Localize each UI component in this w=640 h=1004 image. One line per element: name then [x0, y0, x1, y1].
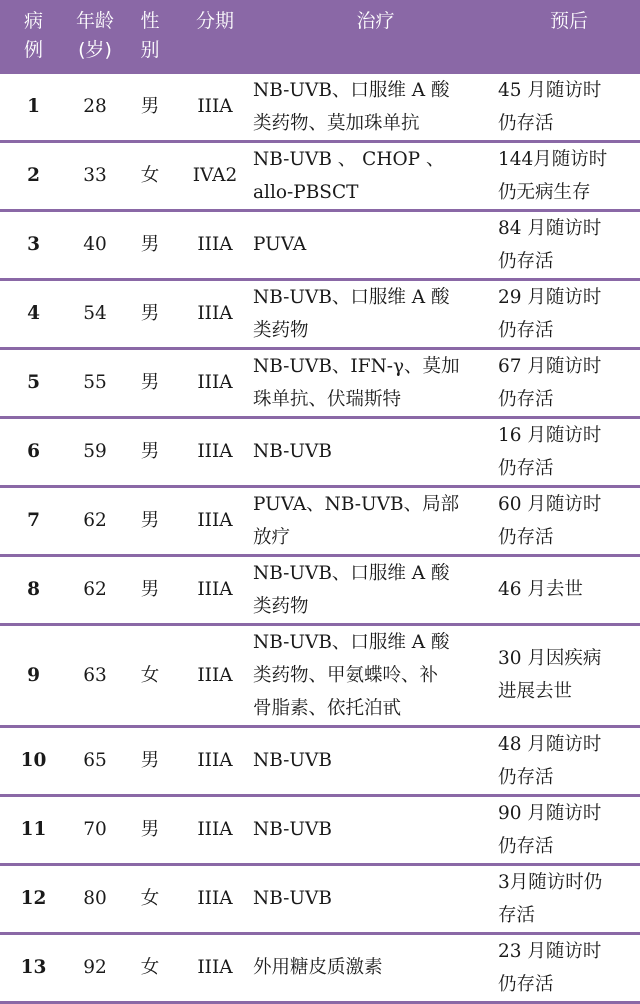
header-prognosis-label: 预后 — [549, 10, 588, 32]
sex-cell: 女 — [140, 165, 160, 186]
table-row — [0, 72, 640, 141]
sex-cell: 男 — [140, 303, 160, 324]
sex-cell: 男 — [140, 234, 160, 255]
age-cell: 28 — [83, 96, 107, 117]
age-cell: 63 — [83, 664, 107, 686]
case-number-cell: 3 — [27, 234, 40, 255]
prognosis-cell-line: 仍存活 — [498, 250, 554, 272]
age-cell: 33 — [83, 165, 107, 186]
stage-cell: IIIA — [197, 750, 233, 771]
treatment-cell-line: NB-UVB — [253, 750, 332, 771]
table-header — [0, 0, 640, 72]
header-sex — [123, 0, 177, 72]
table-row — [0, 279, 640, 348]
table-row — [0, 795, 640, 864]
treatment-cell-line: NB-UVB 、 CHOP 、 — [253, 148, 445, 170]
treatment-cell — [253, 141, 498, 210]
sex-cell: 女 — [140, 957, 160, 978]
case-number-cell: 8 — [27, 579, 40, 600]
case-number-cell: 5 — [27, 372, 40, 393]
table-row — [0, 864, 640, 933]
prognosis-cell-line: 存活 — [498, 904, 536, 926]
sex-cell: 男 — [140, 441, 160, 462]
treatment-cell-line: NB-UVB、IFN-γ、莫加 — [253, 355, 460, 377]
table-row — [0, 555, 640, 624]
prognosis-cell-line: 23 月随访时 — [498, 940, 602, 962]
prognosis-cell-line: 仍存活 — [498, 457, 554, 479]
treatment-cell — [253, 726, 498, 795]
treatment-cell — [253, 348, 498, 417]
prognosis-cell — [498, 555, 640, 624]
prognosis-cell-line: 仍无病生存 — [498, 181, 591, 203]
age-cell: 62 — [83, 510, 107, 531]
prognosis-cell-line: 144月随访时 — [498, 148, 608, 170]
prognosis-cell-line: 3月随访时仍 — [498, 871, 603, 893]
prognosis-cell-line: 67 月随访时 — [498, 355, 602, 377]
table-body — [0, 72, 640, 1002]
prognosis-cell — [498, 933, 640, 1002]
prognosis-cell-line: 48 月随访时 — [498, 733, 602, 755]
treatment-cell — [253, 279, 498, 348]
prognosis-cell-line: 进展去世 — [498, 681, 573, 702]
case-number-cell: 7 — [27, 510, 40, 531]
header-treatment — [253, 0, 498, 72]
case-number-cell: 11 — [20, 819, 47, 840]
case-number-cell: 13 — [20, 957, 47, 978]
sex-cell: 男 — [140, 510, 160, 531]
header-sex-line: 别 — [140, 39, 160, 61]
prognosis-cell-line: 29 月随访时 — [498, 286, 602, 308]
prognosis-cell — [498, 72, 640, 141]
treatment-cell-line: 放疗 — [253, 526, 291, 548]
treatment-cell — [253, 210, 498, 279]
header-age-line: (岁) — [78, 39, 112, 61]
stage-cell: IIIA — [197, 510, 233, 531]
stage-cell: IIIA — [197, 372, 233, 393]
age-cell: 40 — [83, 234, 107, 255]
prognosis-cell — [498, 486, 640, 555]
stage-cell: IIIA — [197, 579, 233, 600]
treatment-cell-line: 珠单抗、伏瑞斯特 — [253, 388, 402, 410]
treatment-cell-line: NB-UVB、口服维 A 酸 — [253, 79, 450, 101]
prognosis-cell — [498, 141, 640, 210]
age-cell: 54 — [83, 303, 107, 324]
case-number-cell: 6 — [27, 441, 40, 462]
prognosis-cell-line: 仍存活 — [498, 112, 554, 134]
treatment-cell-line: NB-UVB、口服维 A 酸 — [253, 286, 450, 308]
prognosis-cell-line: 仍存活 — [498, 319, 554, 341]
header-treatment-label: 治疗 — [356, 10, 395, 32]
prognosis-cell-line: 45 月随访时 — [498, 79, 602, 101]
treatment-cell-line: NB-UVB — [253, 441, 332, 462]
stage-cell: IIIA — [197, 819, 233, 840]
header-case-line: 病 — [23, 10, 43, 32]
treatment-cell — [253, 624, 498, 726]
prognosis-cell-line: 90 月随访时 — [498, 802, 602, 824]
treatment-cell-line: 骨脂素、依托泊甙 — [253, 697, 402, 719]
treatment-cell-line: PUVA — [253, 234, 307, 255]
stage-cell: IIIA — [197, 234, 233, 255]
stage-cell: IIIA — [197, 441, 233, 462]
treatment-cell-line: 外用糖皮质激素 — [253, 957, 383, 978]
prognosis-cell-line: 仍存活 — [498, 766, 554, 788]
stage-cell: IVA2 — [192, 165, 238, 186]
treatment-cell — [253, 417, 498, 486]
age-cell: 80 — [83, 888, 107, 909]
treatment-cell — [253, 795, 498, 864]
treatment-cell-line: 类药物、甲氨蝶呤、补 — [253, 664, 439, 686]
prognosis-cell — [498, 795, 640, 864]
header-sex-line: 性 — [140, 10, 160, 32]
case-number-cell: 12 — [20, 888, 47, 909]
age-cell: 59 — [83, 441, 107, 462]
treatment-cell-line: 类药物 — [253, 319, 309, 341]
treatment-cell — [253, 933, 498, 1002]
prognosis-cell — [498, 726, 640, 795]
header-stage — [177, 0, 253, 72]
stage-cell: IIIA — [197, 888, 233, 909]
age-cell: 55 — [83, 372, 107, 393]
table-row — [0, 933, 640, 1002]
prognosis-cell-line: 仍存活 — [498, 388, 554, 410]
table-row — [0, 624, 640, 726]
prognosis-cell-line: 60 月随访时 — [498, 493, 602, 515]
treatment-cell-line: NB-UVB、口服维 A 酸 — [253, 631, 450, 653]
treatment-cell-line: NB-UVB、口服维 A 酸 — [253, 562, 450, 584]
treatment-cell-line: 类药物 — [253, 595, 309, 617]
treatment-cell-line: PUVA、NB-UVB、局部 — [253, 493, 460, 515]
stage-cell: IIIA — [197, 303, 233, 324]
case-number-cell: 1 — [27, 96, 40, 117]
prognosis-cell-line: 仍存活 — [498, 973, 554, 995]
header-case — [0, 0, 67, 72]
treatment-cell-line: 类药物、莫加珠单抗 — [253, 112, 420, 134]
table-row — [0, 726, 640, 795]
prognosis-cell-line: 16 月随访时 — [498, 424, 602, 446]
sex-cell: 男 — [140, 579, 160, 600]
case-number-cell: 10 — [20, 750, 47, 771]
table-row — [0, 141, 640, 210]
sex-cell: 女 — [140, 664, 160, 686]
table-row — [0, 348, 640, 417]
prognosis-cell — [498, 279, 640, 348]
header-age-line: 年龄 — [75, 10, 114, 32]
treatment-cell-line: NB-UVB — [253, 888, 332, 909]
table-row — [0, 417, 640, 486]
prognosis-cell-line: 30 月因疾病 — [498, 648, 602, 669]
prognosis-cell — [498, 624, 640, 726]
treatment-cell — [253, 864, 498, 933]
stage-cell: IIIA — [197, 957, 233, 978]
prognosis-cell-line: 84 月随访时 — [498, 217, 602, 239]
prognosis-cell-line: 仍存活 — [498, 526, 554, 548]
case-number-cell: 4 — [27, 303, 40, 324]
sex-cell: 男 — [140, 819, 160, 840]
age-cell: 92 — [83, 957, 107, 978]
treatment-cell — [253, 555, 498, 624]
prognosis-cell — [498, 210, 640, 279]
stage-cell: IIIA — [197, 96, 233, 117]
header-row — [0, 0, 640, 72]
age-cell: 65 — [83, 750, 107, 771]
sex-cell: 男 — [140, 372, 160, 393]
case-number-cell: 9 — [27, 664, 40, 686]
sex-cell: 男 — [140, 750, 160, 771]
stage-cell: IIIA — [197, 664, 233, 686]
header-stage-label: 分期 — [195, 10, 234, 32]
treatment-cell-line: NB-UVB — [253, 819, 332, 840]
age-cell: 62 — [83, 579, 107, 600]
sex-cell: 女 — [140, 888, 160, 909]
header-case-line: 例 — [23, 39, 43, 61]
prognosis-cell — [498, 348, 640, 417]
header-age — [67, 0, 123, 72]
treatment-cell — [253, 486, 498, 555]
treatment-cell-line: allo-PBSCT — [253, 181, 359, 203]
age-cell: 70 — [83, 819, 107, 840]
prognosis-cell — [498, 417, 640, 486]
prognosis-cell — [498, 864, 640, 933]
case-number-cell: 2 — [27, 165, 40, 186]
table-row — [0, 210, 640, 279]
header-prognosis — [498, 0, 640, 72]
prognosis-cell-line: 46 月去世 — [498, 579, 583, 600]
sex-cell: 男 — [140, 96, 160, 117]
treatment-cell — [253, 72, 498, 141]
prognosis-cell-line: 仍存活 — [498, 835, 554, 857]
table-row — [0, 486, 640, 555]
